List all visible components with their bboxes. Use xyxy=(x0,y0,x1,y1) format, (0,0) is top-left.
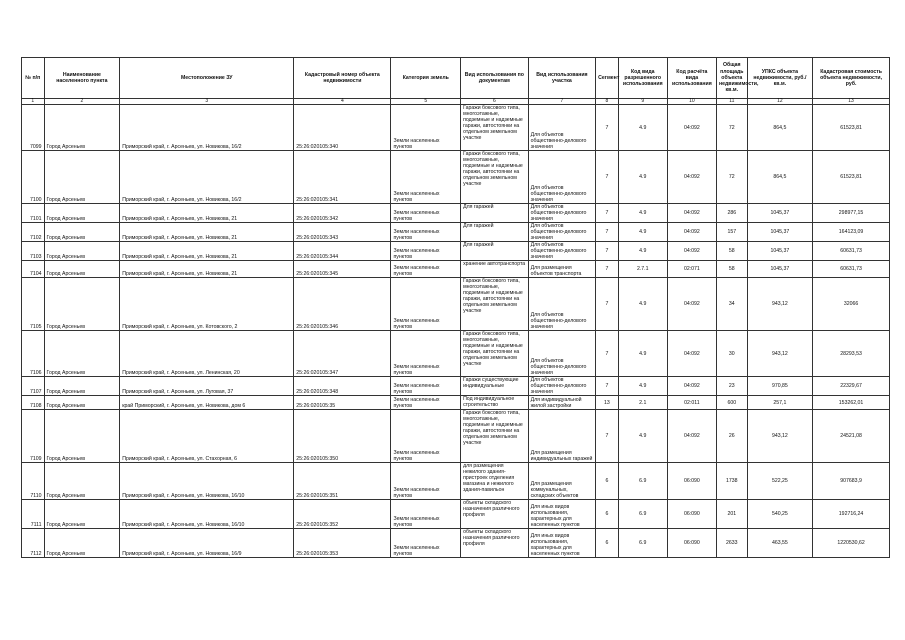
cell-city: Город Арсеньев xyxy=(44,463,120,500)
cell-city: Город Арсеньев xyxy=(44,500,120,529)
cell-calc: 06:090 xyxy=(667,463,716,500)
table-row xyxy=(22,223,890,242)
column-header: Сегмент xyxy=(596,58,619,99)
cell-code: 4.9 xyxy=(618,223,667,242)
cell-calc: 06:090 xyxy=(667,500,716,529)
column-header: Общая площадь объекта недвижимости, кв.м. xyxy=(716,58,747,99)
cell-location: Приморский край, г. Арсеньев, ул. Котовского, 2 xyxy=(120,278,294,331)
cell-actual-use: Для объектов общественно-делового значения xyxy=(528,331,596,377)
cell-category: Земли населенных пунктов xyxy=(391,204,461,223)
cell-cadastre: 25:26:020105:344 xyxy=(294,242,391,261)
table-row xyxy=(22,151,890,204)
table-row xyxy=(22,529,890,558)
cell-area: 286 xyxy=(716,204,747,223)
cell-doc-use: объекты складского назначения различного профиля xyxy=(461,529,529,558)
cell-location: Приморский край, г. Арсеньев, ул. Новикова, 21 xyxy=(120,223,294,242)
cell-cadastre: 25:26:020105:343 xyxy=(294,223,391,242)
cell-category: Земли населенных пунктов xyxy=(391,278,461,331)
cell-value: 60631,73 xyxy=(813,242,890,261)
cell-category: Земли населенных пунктов xyxy=(391,396,461,410)
cell-location: Приморский край, г. Арсеньев, ул. Новикова, 21 xyxy=(120,204,294,223)
cell-no: 7107 xyxy=(22,377,45,396)
cell-no: 7101 xyxy=(22,204,45,223)
cell-location: Приморский край, г. Арсеньев, ул. Луговая, 37 xyxy=(120,377,294,396)
cell-calc: 04:092 xyxy=(667,105,716,151)
cell-no: 7112 xyxy=(22,529,45,558)
cell-code: 4.9 xyxy=(618,377,667,396)
cell-calc: 02:071 xyxy=(667,261,716,278)
column-header: Наименование населенного пункта xyxy=(44,58,120,99)
cell-area: 2633 xyxy=(716,529,747,558)
column-number: 4 xyxy=(294,99,391,105)
column-header: Категория земель xyxy=(391,58,461,99)
cell-city: Город Арсеньев xyxy=(44,278,120,331)
cell-area: 157 xyxy=(716,223,747,242)
cell-actual-use: Для размещения коммунальных, складских объектов xyxy=(528,463,596,500)
cell-cadastre: 25:26:020105:342 xyxy=(294,204,391,223)
cell-area: 72 xyxy=(716,105,747,151)
cell-actual-use: Для индивидуальной жилой застройки xyxy=(528,396,596,410)
cell-city: Город Арсеньев xyxy=(44,223,120,242)
cell-code: 4.9 xyxy=(618,242,667,261)
cell-calc: 04:092 xyxy=(667,377,716,396)
cell-no: 7100 xyxy=(22,151,45,204)
cell-actual-use: Для объектов общественно-делового значения xyxy=(528,105,596,151)
column-number: 7 xyxy=(528,99,596,105)
cell-upks: 1045,37 xyxy=(747,242,813,261)
cell-category: Земли населенных пунктов xyxy=(391,151,461,204)
column-number: 5 xyxy=(391,99,461,105)
cell-segment: 7 xyxy=(596,410,619,463)
cell-code: 4.9 xyxy=(618,278,667,331)
column-header: УПКС объекта недвижимости, руб./кв.м. xyxy=(747,58,813,99)
cell-cadastre: 25:26:020105:353 xyxy=(294,529,391,558)
cell-cadastre: 25:26:020105:35 xyxy=(294,396,391,410)
table-row xyxy=(22,261,890,278)
cell-area: 34 xyxy=(716,278,747,331)
cell-category: Земли населенных пунктов xyxy=(391,105,461,151)
cell-area: 58 xyxy=(716,242,747,261)
cell-cadastre: 25:26:020105:348 xyxy=(294,377,391,396)
cell-category: Земли населенных пунктов xyxy=(391,500,461,529)
table-row xyxy=(22,331,890,377)
column-number: 9 xyxy=(618,99,667,105)
table-header-row xyxy=(22,58,890,99)
cell-category: Земли населенных пунктов xyxy=(391,463,461,500)
column-header: Вид использования участка xyxy=(528,58,596,99)
cell-doc-use: объекты складского назначения различного профиля xyxy=(461,500,529,529)
cell-segment: 7 xyxy=(596,204,619,223)
cell-actual-use: Для размещения объектов транспорта xyxy=(528,261,596,278)
table-row xyxy=(22,396,890,410)
cell-city: Город Арсеньев xyxy=(44,529,120,558)
cell-segment: 7 xyxy=(596,242,619,261)
cell-city: Город Арсеньев xyxy=(44,396,120,410)
cell-category: Земли населенных пунктов xyxy=(391,410,461,463)
cell-calc: 04:092 xyxy=(667,242,716,261)
cell-doc-use: Гаражи боксового типа, многоэтажные, подземные и надземные гаражи, автостоянки на отдельном земельном участке xyxy=(461,331,529,377)
cell-city: Город Арсеньев xyxy=(44,151,120,204)
cell-category: Земли населенных пунктов xyxy=(391,261,461,278)
cell-area: 26 xyxy=(716,410,747,463)
cell-location: Приморский край, г. Арсеньев, ул. Новикова, 16/2 xyxy=(120,151,294,204)
cell-upks: 1045,37 xyxy=(747,204,813,223)
cell-cadastre: 25:26:020105:346 xyxy=(294,278,391,331)
cell-doc-use: Гаражи боксового типа, многоэтажные, подземные и надземные гаражи, автостоянки на отдельном земельном участке xyxy=(461,410,529,463)
cell-code: 6.9 xyxy=(618,500,667,529)
column-header: Код вида разрешенного использования xyxy=(618,58,667,99)
cell-code: 4.9 xyxy=(618,410,667,463)
cell-cadastre: 25:26:020105:351 xyxy=(294,463,391,500)
cell-no: 7106 xyxy=(22,331,45,377)
cell-city: Город Арсеньев xyxy=(44,410,120,463)
column-header: Местоположение ЗУ xyxy=(120,58,294,99)
cell-value: 164123,09 xyxy=(813,223,890,242)
cell-code: 4.9 xyxy=(618,204,667,223)
cell-segment: 7 xyxy=(596,105,619,151)
column-header: Код расчёта вида использования xyxy=(667,58,716,99)
cell-doc-use: для размещения нежилого здания-пристроек отделения магазина и нежилого здания-павильон xyxy=(461,463,529,500)
cell-location: Приморский край, г. Арсеньев, ул. Новикова, 16/10 xyxy=(120,500,294,529)
cell-cadastre: 25:26:020105:352 xyxy=(294,500,391,529)
cell-location: край Приморский, г. Арсеньев, ул. Новикова, дом 6 xyxy=(120,396,294,410)
cell-area: 201 xyxy=(716,500,747,529)
cell-code: 4.9 xyxy=(618,151,667,204)
cell-segment: 7 xyxy=(596,377,619,396)
cell-city: Город Арсеньев xyxy=(44,377,120,396)
cell-actual-use: Для объектов общественно-делового значения xyxy=(528,242,596,261)
cell-upks: 970,85 xyxy=(747,377,813,396)
column-header: Вид использования по документам xyxy=(461,58,529,99)
cell-segment: 6 xyxy=(596,500,619,529)
column-number: 3 xyxy=(120,99,294,105)
cell-location: Приморский край, г. Арсеньев, ул. Новикова, 21 xyxy=(120,242,294,261)
cell-upks: 1045,37 xyxy=(747,261,813,278)
cell-value: 298977,15 xyxy=(813,204,890,223)
cell-no: 7102 xyxy=(22,223,45,242)
cell-city: Город Арсеньев xyxy=(44,105,120,151)
cell-cadastre: 25:26:020105:340 xyxy=(294,105,391,151)
cell-upks: 943,12 xyxy=(747,278,813,331)
cell-actual-use: Для объектов общественно-делового значения xyxy=(528,204,596,223)
cell-cadastre: 25:26:020105:345 xyxy=(294,261,391,278)
cell-value: 61523,81 xyxy=(813,105,890,151)
cell-location: Приморский край, г. Арсеньев, ул. Ленинская, 20 xyxy=(120,331,294,377)
cell-upks: 522,25 xyxy=(747,463,813,500)
cell-value: 32066 xyxy=(813,278,890,331)
cell-category: Земли населенных пунктов xyxy=(391,529,461,558)
column-number: 6 xyxy=(461,99,529,105)
cell-actual-use: Для объектов общественно-делового значения xyxy=(528,223,596,242)
cell-category: Земли населенных пунктов xyxy=(391,223,461,242)
cell-code: 6.9 xyxy=(618,463,667,500)
cell-no: 7105 xyxy=(22,278,45,331)
cell-code: 4.9 xyxy=(618,105,667,151)
cell-code: 2.7.1 xyxy=(618,261,667,278)
cell-city: Город Арсеньев xyxy=(44,261,120,278)
cell-category: Земли населенных пунктов xyxy=(391,242,461,261)
cell-no: 7104 xyxy=(22,261,45,278)
cell-upks: 540,25 xyxy=(747,500,813,529)
cell-category: Земли населенных пунктов xyxy=(391,331,461,377)
cell-segment: 7 xyxy=(596,331,619,377)
cell-actual-use: Для иных видов использования, характерных для населенных пунктов xyxy=(528,500,596,529)
cell-city: Город Арсеньев xyxy=(44,242,120,261)
cell-segment: 7 xyxy=(596,151,619,204)
column-header: Кадастровый номер объекта недвижимости xyxy=(294,58,391,99)
cell-doc-use: Гаражи боксового типа, многоэтажные, подземные и надземные гаражи, автостоянки на отдельном земельном участке xyxy=(461,278,529,331)
cell-doc-use: Для гаражей xyxy=(461,223,529,242)
column-number: 1 xyxy=(22,99,45,105)
cell-calc: 04:092 xyxy=(667,151,716,204)
cell-value: 22329,67 xyxy=(813,377,890,396)
cell-value: 1220530,62 xyxy=(813,529,890,558)
cell-cadastre: 25:26:020105:350 xyxy=(294,410,391,463)
cell-segment: 13 xyxy=(596,396,619,410)
cell-upks: 864,5 xyxy=(747,105,813,151)
cell-location: Приморский край, г. Арсеньев, ул. Новикова, 21 xyxy=(120,261,294,278)
cell-area: 600 xyxy=(716,396,747,410)
cell-value: 61523,81 xyxy=(813,151,890,204)
cell-no: 7103 xyxy=(22,242,45,261)
cell-value: 60631,73 xyxy=(813,261,890,278)
cell-calc: 04:092 xyxy=(667,204,716,223)
cell-value: 24521,08 xyxy=(813,410,890,463)
table-row xyxy=(22,105,890,151)
cell-upks: 943,12 xyxy=(747,410,813,463)
cell-no: 7108 xyxy=(22,396,45,410)
cell-calc: 04:092 xyxy=(667,331,716,377)
cell-cadastre: 25:26:020105:341 xyxy=(294,151,391,204)
cell-actual-use: Для иных видов использования, характерных для населенных пунктов xyxy=(528,529,596,558)
cell-calc: 06:090 xyxy=(667,529,716,558)
cell-location: Приморский край, г. Арсеньев, ул. Новикова, 16/9 xyxy=(120,529,294,558)
table-row xyxy=(22,204,890,223)
cell-code: 2.1 xyxy=(618,396,667,410)
table-row xyxy=(22,242,890,261)
cell-code: 6.9 xyxy=(618,529,667,558)
cell-calc: 04:092 xyxy=(667,223,716,242)
cell-segment: 7 xyxy=(596,278,619,331)
table-row xyxy=(22,410,890,463)
cell-area: 58 xyxy=(716,261,747,278)
cell-no: 7110 xyxy=(22,463,45,500)
cell-segment: 6 xyxy=(596,529,619,558)
column-number: 12 xyxy=(747,99,813,105)
cell-upks: 864,5 xyxy=(747,151,813,204)
table-row xyxy=(22,377,890,396)
column-number: 8 xyxy=(596,99,619,105)
cell-area: 72 xyxy=(716,151,747,204)
table-row xyxy=(22,278,890,331)
cell-doc-use: Для гаражей xyxy=(461,242,529,261)
cell-upks: 943,12 xyxy=(747,331,813,377)
cell-location: Приморский край, г. Арсеньев, ул. Новикова, 16/2 xyxy=(120,105,294,151)
cell-value: 192716,24 xyxy=(813,500,890,529)
cell-calc: 04:092 xyxy=(667,278,716,331)
column-header: № п/п xyxy=(22,58,45,99)
cell-upks: 463,55 xyxy=(747,529,813,558)
cell-doc-use: хранение автотранспорта xyxy=(461,261,529,278)
cell-value: 28293,53 xyxy=(813,331,890,377)
cell-category: Земли населенных пунктов xyxy=(391,377,461,396)
cell-code: 4.9 xyxy=(618,331,667,377)
cell-doc-use: Гаражи боксового типа, многоэтажные, подземные и надземные гаражи, автостоянки на отдельном земельном участке xyxy=(461,151,529,204)
table-row xyxy=(22,500,890,529)
column-number: 13 xyxy=(813,99,890,105)
cell-value: 153262,01 xyxy=(813,396,890,410)
cell-area: 30 xyxy=(716,331,747,377)
cell-segment: 7 xyxy=(596,261,619,278)
column-header: Кадастровая стоимость объекта недвижимости, руб. xyxy=(813,58,890,99)
cell-upks: 257,1 xyxy=(747,396,813,410)
cell-no: 7111 xyxy=(22,500,45,529)
cell-calc: 04:092 xyxy=(667,410,716,463)
cell-actual-use: Для объектов общественно-делового значения xyxy=(528,377,596,396)
cell-location: Приморский край, г. Арсеньев, ул. Стахорная, 6 xyxy=(120,410,294,463)
cell-city: Город Арсеньев xyxy=(44,331,120,377)
column-number: 2 xyxy=(44,99,120,105)
cell-segment: 6 xyxy=(596,463,619,500)
cadastre-table xyxy=(21,57,890,558)
cell-area: 1738 xyxy=(716,463,747,500)
cell-no: 7109 xyxy=(22,410,45,463)
cell-doc-use: Гаражи боксового типа, многоэтажные, подземные и надземные гаражи, автостоянки на отдельном земельном участке xyxy=(461,105,529,151)
cell-doc-use: Для гаражей xyxy=(461,204,529,223)
cell-cadastre: 25:26:020105:347 xyxy=(294,331,391,377)
cell-calc: 02:011 xyxy=(667,396,716,410)
column-number: 10 xyxy=(667,99,716,105)
cell-no: 7099 xyxy=(22,105,45,151)
cell-actual-use: Для объектов общественно-делового значения xyxy=(528,278,596,331)
cell-location: Приморский край, г. Арсеньев, ул. Новикова, 16/10 xyxy=(120,463,294,500)
cell-city: Город Арсеньев xyxy=(44,204,120,223)
cell-value: 907683,9 xyxy=(813,463,890,500)
cell-area: 23 xyxy=(716,377,747,396)
cell-doc-use: Под индивидуальное строительство xyxy=(461,396,529,410)
cell-doc-use: Гаражи существующие индивидуальные xyxy=(461,377,529,396)
cell-actual-use: Для размещения индивидуальных гаражей xyxy=(528,410,596,463)
cell-segment: 7 xyxy=(596,223,619,242)
cell-upks: 1045,37 xyxy=(747,223,813,242)
column-number: 11 xyxy=(716,99,747,105)
cell-actual-use: Для объектов общественно-делового значения xyxy=(528,151,596,204)
table-row xyxy=(22,463,890,500)
